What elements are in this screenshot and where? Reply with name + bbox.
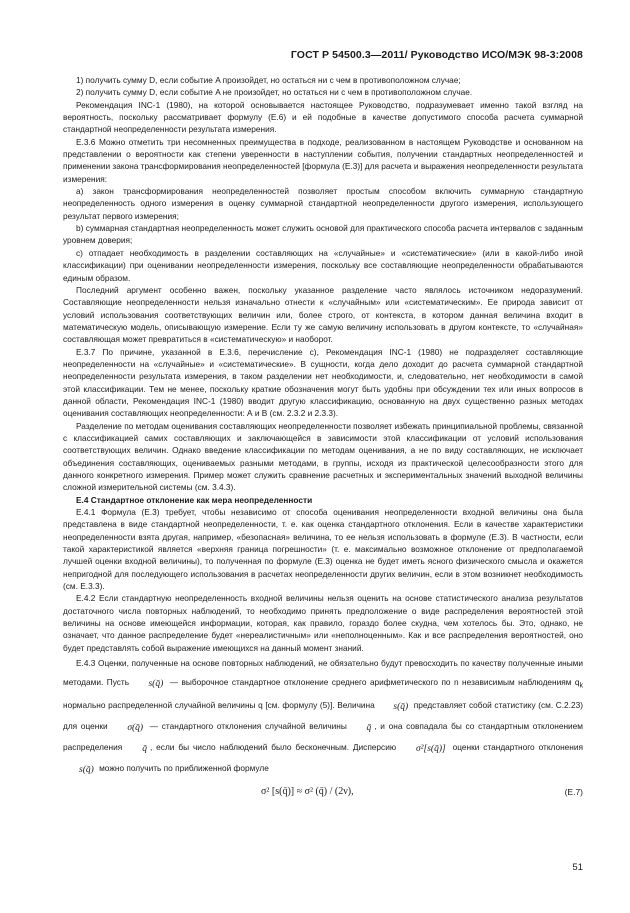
page-header: ГОСТ Р 54500.3—2011/ Руководство ИСО/МЭК 98-3:2008 [290,49,583,61]
text-run: Величина [337,699,375,710]
paragraph: E.3.6 Можно отметить три несомненных преимущества в подходе, реализованном в настоящем Руководстве и основанном на представлении о вероятности как степени уверенности в наступлении события, получении стандартных неопределенностей и применении закона трансформирования неопределенностей [формула (E.3)] для расчета и выражения неопределенности результата измерения: [63,136,583,184]
paragraph: E.4.1 Формула (E.3) требует, чтобы независимо от способа оценивания неопределенности входной величины она была представлена в виде стандартной неопределенности, т. е. как оценка стандартного отклонения. Если в качестве характеристики неопределенности взята другая, например, «безопасная» величина, то ее нельзя использовать в формуле (E.3). В частности, если такой характеристикой является «верхняя граница погрешности» (т. е. максимально возможное отклонение от предполагаемой лучшей оценки входной величины), то полученная по формуле (E.3) оценка не будет иметь ясного физического смысла и окажется непригодной для последующего использования в расчетах неопределенности других величин, если в этом возникнет необходимость (см. E.3.3). [63,507,583,592]
list-item: а) закон трансформирования неопределенностей позволяет простым способом включить суммарную стандартную неопределенность одного измерения в оценку суммарной стандартной неопределенности другого измерения, использующего результат первого измерения; [63,186,583,221]
text-run: представляет собой статистику (см. C.2.23) для оценки [63,699,583,731]
math-sigma-qbar: σ(q̄) [127,722,144,733]
text-run: E.4.3 Оценки, полученные на основе повторных наблюдений, не обязательно будут превосходить по качеству полученные иными методами. Пусть [63,658,583,688]
text-run: , если бы число наблюдений было бесконечным. Дисперсию [149,741,397,752]
text-run: можно получить по приближенной формуле [99,762,269,773]
text-run: , и она совпадала бы со стандартным отклонением распределения [63,720,583,752]
text-run: — выборочное стандартное отклонение среднего арифметического по n независимым наблюдениям q [169,677,580,688]
paragraph-with-formula [63,654,583,780]
math-s-qbar: s(q̄) [148,679,164,690]
text-run: оценки стандартного отклонения [452,741,584,752]
paragraph: Разделение по методам оценивания составляющих неопределенности позволяет избежать принципиальной проблемы, связанной с классификацией самих составляющих и заключающейся в зависимости этой классификации от условий использования соответствующих величин. Однако введение классификации по методам оценивания, а не по виду составляющих, не исключает объединения составляющих, оцениваемых разными методами, в группы, исходя из практической целесообразности этого для данного конкретного измерения. Пример может служить сравнение расчетных и экспериментальных значений выходной величины сложной измерительной системы (см. 3.4.3). [63,420,583,493]
math-subscript-k: k [579,682,583,690]
paragraph: E.3.7 По причине, указанной в E.3.6, перечисление с), Рекомендация INC-1 (1980) не подразделяет составляющие неопределенности на «случайные» и «систематические». В сущности, когда дело доходит до расчета суммарной стандартной неопределенности результата измерения, в таком разделении нет необходимости, и, следовательно, нет необходимости в самой этой классификации. Тем не менее, поскольку краткие обозначения могут быть удобны при обсуждении тех или иных вопросов в данной области, Рекомендация INC-1 (1980) вводит другую классификацию, основанную на двух существенно разных методах оценивания составляющих неопределенности: А и В (см. 2.3.2 и 2.3.3). [63,346,583,419]
math-s-qbar: s(q̄) [79,764,94,775]
list-item: b) суммарная стандартная неопределенность может служить основой для практического способа расчета интервалов с заданным уровнем доверия; [63,223,583,246]
text-run: нормально распределенной случайной величины q [см. формулу (5)]. [63,699,335,710]
list-item: 2) получить сумму D, если событие A не произойдет, но остаться ни с чем в противоположном случае. [76,87,473,98]
math-variance-s-qbar: σ²[s(q̄)] [415,743,446,754]
math-qbar: q̄ [142,743,147,754]
list-item: с) отпадает необходимость в разделении составляющих на «случайные» и «систематические» (или в какой-либо иной классификации) при оценивании неопределенности измерения, поскольку все составляющие неопределенности обрабатываются единым образом. [63,247,583,283]
math-qbar: q̄ [366,722,372,733]
text-run: — стандартного отклонения случайной величины [149,720,347,731]
math-s-qbar: s(q̄) [393,701,409,712]
body-text [63,74,583,804]
formula-block [63,782,583,804]
list-item: 1) получить сумму D, если событие A произойдет, но остаться ни с чем в противоположном случае; [76,75,461,85]
page-number: 51 [572,862,583,873]
section-heading: E.4 Стандартное отклонение как мера неопределенности [76,494,313,505]
formula-number: (E.7) [564,786,583,797]
paragraph: E.4.2 Если стандартную неопределенность входной величины нельзя оценить на основе статистического анализа результатов достаточного числа повторных наблюдений, то необходимо принять предположение о виде распределения вероятностей этой величины на основе имеющейся информации, которая, как правило, гораздо более скудна, чем хотелось бы. Это, однако, не означает, что данное распределение будет «нереалистичным» или «неполноценным». Как и все распределения вероятностей, оно будет представлять собой выражение имеющихся на данный момент знаний. [63,593,583,653]
paragraph: Последний аргумент особенно важен, поскольку указанное разделение часто являлось источником недоразумений. Составляющие неопределенности нельзя изначально отнести к «случайным» или «систематическим». Ее природа зависит от условий использования соответствующих величин или, более строго, от контекста, в котором данная величина входит в математическую модель, описывающую измерение. Если ту же самую величину использовать в другом контексте, то «случайная» составляющая может превратиться в «систематическую» и наоборот. [63,284,583,345]
formula-e7: σ² [s(q̄)] ≈ σ² (q̄) / (2ν), [261,785,354,797]
paragraph: Рекомендация INC-1 (1980), на которой основывается настоящее Руководство, подразумевает именно такой взгляд на вероятность, поскольку рассматривает формулу (E.6) и ей подобные в качестве допустимого способа расчета суммарной стандартной неопределенности результата измерения. [63,99,583,135]
